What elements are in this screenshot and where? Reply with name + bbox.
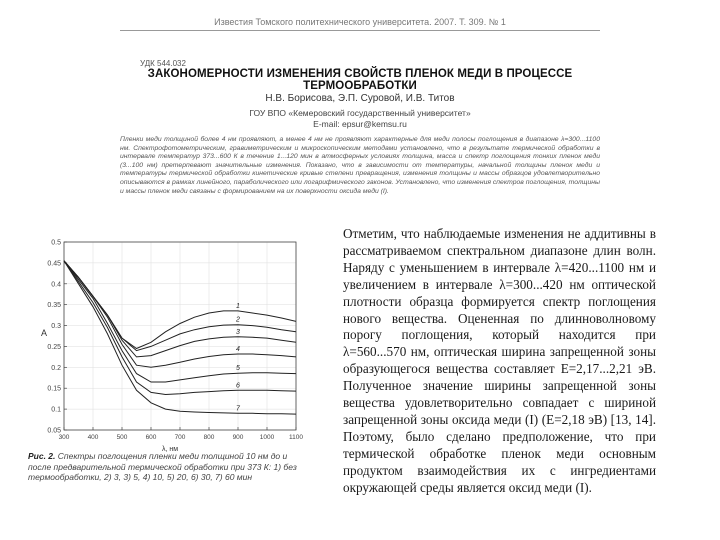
- x-tick-label: 900: [232, 434, 244, 441]
- x-tick-label: 800: [203, 434, 215, 441]
- udk-code: УДК 544.032: [140, 59, 186, 68]
- x-tick-label: 700: [174, 434, 186, 441]
- y-tick-label: 0.1: [51, 406, 61, 414]
- series-label-5: 5: [236, 365, 240, 373]
- series-label-7: 7: [236, 405, 240, 413]
- journal-header: Известия Томского политехнического университета. 2007. Т. 309. № 1: [214, 17, 506, 27]
- article-title: ЗАКОНОМЕРНОСТИ ИЗМЕНЕНИЯ СВОЙСТВ ПЛЕНОК МЕДИ В ПРОЦЕССЕ ТЕРМООБРАБОТКИ: [147, 68, 573, 92]
- x-tick-label: 500: [116, 434, 128, 441]
- x-axis-label: λ, нм: [161, 446, 179, 453]
- x-tick-label: 600: [145, 434, 157, 441]
- y-axis-label: A: [40, 328, 48, 338]
- figure-caption-text: Спектры поглощения пленки меди толщиной 10 нм до и после предварительной термической обработки при 373 К: 1) без термообработки, 2) 3, 3) 5, 4) 10, 5) 20, 6) 30, 7) 60 мин: [28, 451, 297, 483]
- x-tick-label: 400: [87, 434, 99, 441]
- abstract: Пленки меди толщиной более 4 нм проявляют, а менее 4 нм не проявляют характерные для меди полосы поглощения в диапазоне λ=300...1100 нм. Спектрофотометрическим, гравиметрическим и микроскопическим методами установлено, что в результате термической обработки в интервале температур 373...600 К в течение 1...120 мин в атмосферных условиях толщина, масса и спектр поглощения тонких пленок меди (3...100 нм) претерпевают значительные изменения. Показано, что в зависимости от температуры, начальной толщины пленок меди и температуры термической обработки кинетические кривые степени превращения, изменения толщины и массы образцов удовлетворительно описываются в рамках линейного, параболического или логарифмического законов. Установлено, что изменения спектров поглощения, толщины и массы пленок меди связаны с формированием на их поверхности оксида меди (I).: [120, 136, 600, 195]
- y-tick-label: 0.05: [47, 427, 61, 435]
- series-label-3: 3: [236, 328, 240, 336]
- y-tick-label: 0.35: [47, 302, 61, 310]
- affiliation: ГОУ ВПО «Кемеровский государственный университет»: [249, 108, 471, 118]
- series-label-2: 2: [236, 316, 240, 324]
- email: E-mail: epsur@kemsu.ru: [313, 119, 407, 129]
- affiliation-block: [150, 108, 570, 130]
- y-tick-label: 0.2: [51, 364, 61, 372]
- series-label-1: 1: [236, 302, 240, 310]
- y-tick-label: 0.45: [47, 260, 61, 268]
- y-tick-label: 0.4: [51, 281, 61, 289]
- y-tick-label: 0.25: [47, 343, 61, 351]
- article-authors: Н.В. Борисова, Э.П. Суровой, И.В. Титов: [265, 93, 455, 104]
- figure-label: Рис. 2.: [28, 451, 56, 461]
- y-tick-label: 0.5: [51, 239, 61, 247]
- x-tick-label: 1000: [259, 434, 275, 441]
- x-tick-label: 300: [58, 434, 70, 441]
- header-rule: [120, 30, 600, 31]
- body-paragraph: Отметим, что наблюдаемые изменения не аддитивны в рассматриваемом спектральном диапазоне длин волн. Наряду с уменьшением в интервале λ=420...1100 нм и увеличением в интервале λ=300...420 нм оптической плотности образца формируется спектр поглощения нового вещества. Оцененная по длинноволновому порогу поглощения, который находится при λ=560...570 нм, оптическая ширина запрещенной зоны образующегося вещества составляет E=2,17...2,21 эВ. Полученное значение ширины запрещенной зоны вещества удовлетворительно совпадает с шириной запрещенной зоны оксида меди (I) (E=2,18 эВ) [13, 14]. Поэтому, было сделано предположение, что при термической обработке пленок меди основным продуктом взаимодействия их с ингредиентами окружающей среды является оксид меди (I).: [343, 226, 656, 495]
- y-tick-label: 0.3: [51, 323, 61, 331]
- series-label-6: 6: [236, 382, 240, 390]
- figure-caption: [28, 451, 310, 483]
- x-tick-label: 1100: [289, 434, 303, 441]
- y-tick-label: 0.15: [47, 385, 61, 393]
- series-label-4: 4: [236, 345, 240, 353]
- absorption-spectra-chart: [22, 232, 322, 453]
